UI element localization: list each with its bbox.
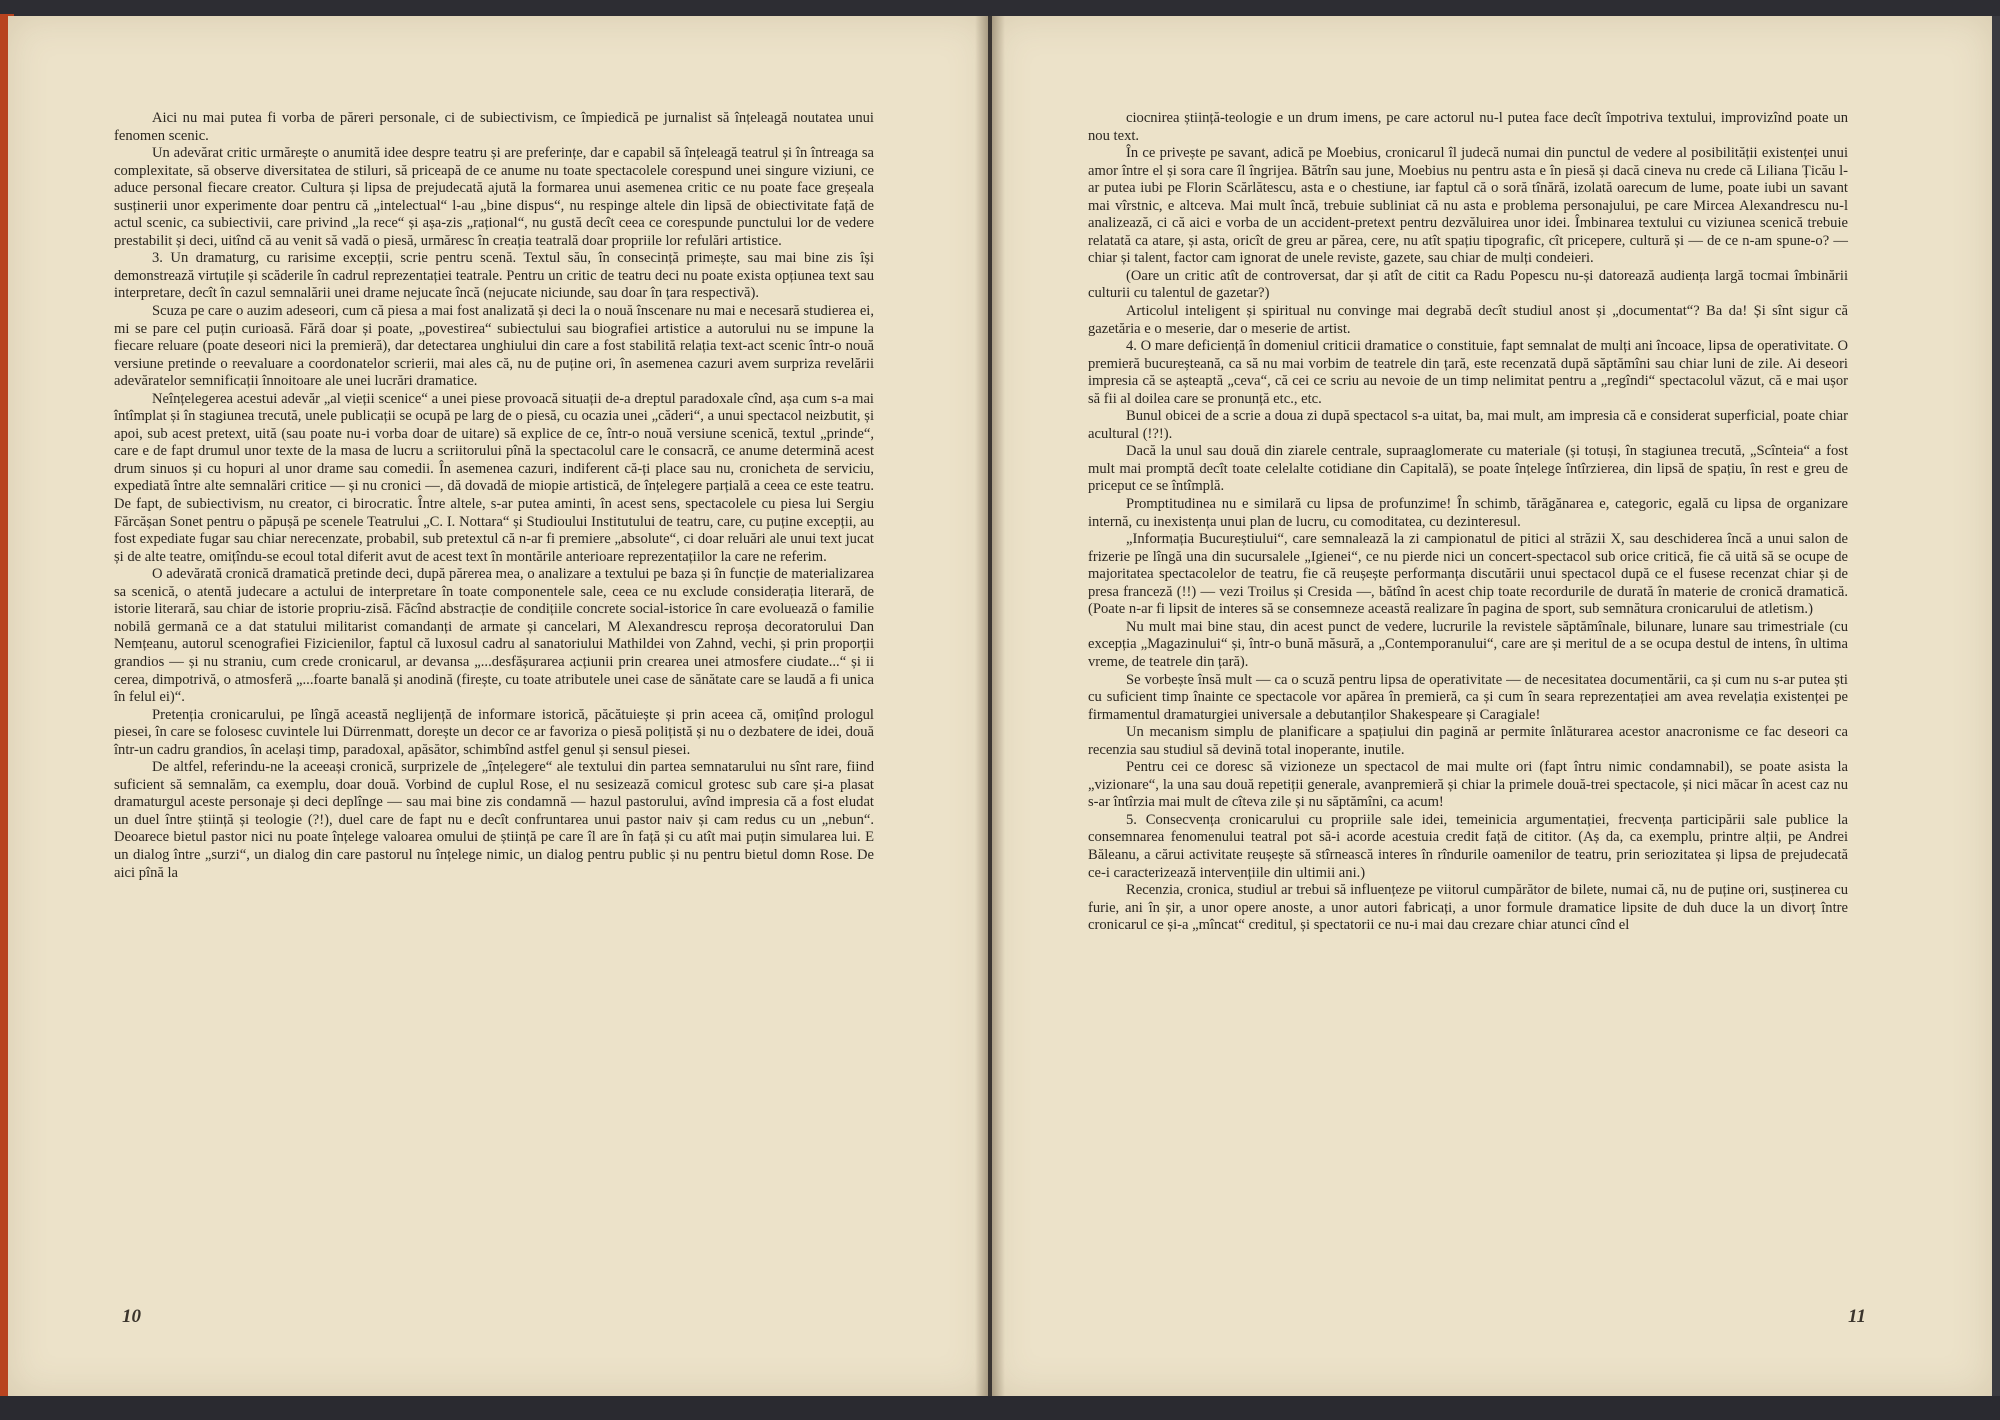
right-page: [992, 16, 1992, 1396]
paragraph: Se vorbește însă mult — ca o scuză pentru lipsa de operativitate — de necesitatea documentării, ca și cum nu s-ar putea ști cu suficient timp înainte ce spectacole vor apărea în premieră, ca și cum în seara reprezentației am avea revelația existenței pe firmamentul dramaturgiei universale a debutanților Shakespeare și Caragiale!: [1088, 671, 1848, 723]
paragraph: Pentru cei ce doresc să vizioneze un spectacol de mai multe ori (fapt întru nimic condamnabil), se poate asista la „vizionare“, la una sau două repetiții generale, avanpremieră și chiar la primele două-trei spectacole, și nici măcar în acest caz nu s-ar întîrzia mai mult de cîteva zile și nu săptămîni, ca acum!: [1088, 759, 1848, 811]
paragraph: „Informația Bucureștiului“, care semnalează la zi campionatul de pitici al străzii X, sau deschiderea încă a unui salon de frizerie pe lîngă una din sucursalele „Igienei“, ce nu pierde nici un concert-spectacol sub orice critică, fie că uită să se ocupe de majoritatea spectacolelor de teatru, fie că reușește performanța discutării unui spectacol după ce el fusese recenzat chiar și de presa franceză (!!) — vezi Troilus și Cresida —, bătînd în acest chip toate recordurile de durată în materie de cronică dramatică. (Poate n-ar fi lipsit de interes să se consemneze această realizare în pagina de sport, sub semnătura cronicarului de atletism.): [1088, 531, 1848, 618]
page-number-right: 11: [1848, 1306, 1866, 1327]
paragraph: Nu mult mai bine stau, din acest punct de vedere, lucrurile la revistele săptămînale, bilunare, lunare sau trimestriale (cu excepția „Magazinului“ și, într-o bună măsură, a „Contemporanului“, care are și meritul de a se ocupa destul de intens, în ultima vreme, de teatrele din țară).: [1088, 618, 1848, 670]
paragraph: Un adevărat critic urmărește o anumită idee despre teatru și are preferințe, dar e capabil să înțeleagă teatrul și în întreaga sa complexitate, să observe diversitatea de stiluri, să priceapă de ce anume nu toate spectacolele corespund unei singure viziuni, ce aduce personal fiecare creator. Cultura și lipsa de prejudecată ajută la formarea unui asemenea critic ce nu poate face greșeala susținerii unor experimente doar pentru că „intelectual“ l-au „bine dispus“, nu respinge altele din lipsă de obiectivitate față de actul scenic, ca subiectivii, care privind „la rece“ și așa-zis „rațional“, nu gustă decît ceea ce corespunde punctului lor de vedere prestabilit și deci, uitînd că au venit să vadă o piesă, urmăresc în creația teatrală doar propriile lor refulări artistice.: [114, 145, 874, 249]
paragraph: Un mecanism simplu de planificare a spațiului din pagină ar permite înlăturarea acestor anacronisme ce fac deseori ca recenzia sau studiul să devină total inoperante, inutile.: [1088, 724, 1848, 758]
paragraph: ciocnirea știință-teologie e un drum imens, pe care actorul nu-l putea face decît împotriva textului, improvizînd poate un nou text.: [1088, 110, 1848, 144]
paragraph: Dacă la unul sau două din ziarele centrale, supraaglomerate cu materiale (și totuși, în stagiunea trecută, „Scînteia“ a fost mult mai promptă decît toate celelalte cotidiane din Capitală), se poate înțelege întîrzierea, din lipsă de spațiu, în rest e greu de priceput ce se întîmplă.: [1088, 443, 1848, 495]
paragraph: De altfel, referindu-ne la aceeași cronică, surprizele de „înțelegere“ ale textului din partea semnatarului nu sînt rare, fiind suficient să semnalăm, ca exemplu, doar două. Vorbind de cuplul Rose, el nu sesizează comicul grotesc sub care și-a plasat dramaturgul aceste personaje și deci deplînge — sau mai bine zis condamnă — hazul pastorului, avînd impresia că a fost eludat un duel între știință și teologie (?!), duel care de fapt nu e decît confruntarea unui pastor naiv și cam redus cu un „nebun“. Deoarece bietul pastor nici nu poate înțelege valoarea omului de știință pe care îl are în față și cu atît mai puțin simularea lui. E un dialog între „surzi“, un dialog din care pastorul nu înțelege nimic, un dialog pentru public și nu pentru bietul domn Rose. De aici pînă la: [114, 759, 874, 881]
paragraph: O adevărată cronică dramatică pretinde deci, după părerea mea, o analizare a textului pe baza și în funcție de materializarea sa scenică, o atentă judecare a actului de interpretare în toate componentele sale, ceea ce nu exclude considerația literară, de istorie literară, sau chiar de istorie propriu-zisă. Făcînd abstracție de condițiile concrete social-istorice în care evoluează o familie nobilă germană ce a dat statului militarist comandanți de armate și cancelari, M Alexandrescu reproșa decoratorului Dan Nemțeanu, autorul scenografiei Fizicienilor, faptul că luxosul cadru al sanatoriului Mathildei von Zahnd, vechi, și prin proporții grandios — și nu straniu, cum crede cronicarul, ar devansa „...desfășurarea acțiunii prin crearea unei atmosfere ciudate...“ și ii cerea, dimpotrivă, o atmosferă „...foarte banală și anodină (firește, cu toate atributele unei case de sănătate care se laudă a fi unica în felul ei)“.: [114, 566, 874, 706]
paragraph: 3. Un dramaturg, cu rarisime excepții, scrie pentru scenă. Textul său, în consecință primește, sau mai bine zis își demonstrează virtuțile și scăderile în cadrul reprezentației teatrale. Pentru un critic de teatru deci nu poate exista opțiunea text sau interpretare, decît în cazul semnalării unei drame nejucate încă (nejucate niciunde, sau doar în țara respectivă).: [114, 250, 874, 302]
paragraph: 4. O mare deficiență în domeniul criticii dramatice o constituie, fapt semnalat de mulți ani încoace, lipsa de operativitate. O premieră bucureșteană, ca să nu mai vorbim de teatrele din țară, este recenzată după săptămîni sau chiar luni de zile. Ai deseori impresia că se așteaptă „ceva“, că cei ce scriu au nevoie de un timp nelimitat pentru a „regîndi“ spectacolul văzut, că e mai ușor să fii al doilea care se pronunță etc., etc.: [1088, 338, 1848, 407]
paragraph: Bunul obicei de a scrie a doua zi după spectacol s-a uitat, ba, mai mult, am impresia că e considerat superficial, poate chiar acultural (!?!).: [1088, 408, 1848, 442]
paragraph: Aici nu mai putea fi vorba de păreri personale, ci de subiectivism, ce împiedică pe jurnalist să înțeleagă noutatea unui fenomen scenic.: [114, 110, 874, 144]
book-gutter: [975, 16, 1005, 1396]
paragraph: Scuza pe care o auzim adeseori, cum că piesa a mai fost analizată și deci la o nouă înscenare nu mai e necesară studierea ei, mi se pare cel puțin curioasă. Fără doar și poate, „povestirea“ subiectului sau biografiei artistice a autorului nu se impune la fiecare reluare (poate deseori nici la premieră), dar detectarea unghiului din care a fost stabilită relația text-act scenic într-o nouă versiune pretinde o reevaluare a coordonatelor scrierii, mai ales că, nu de puține ori, în asemenea cazuri avem surpriza revelării adevăratelor semnificații înnoitoare ale unei lucrări dramatice.: [114, 303, 874, 390]
left-page: [8, 16, 988, 1396]
paragraph: Pretenția cronicarului, pe lîngă această neglijență de informare istorică, păcătuiește și prin aceea că, omițînd prologul piesei, în care se folosesc cuvintele lui Dürrenmatt, dorește un decor ce ar favoriza o piesă polițistă și nu o dezbatere de idei, două într-un cadru grandios, în același timp, paradoxal, apăsător, schimbînd astfel genul și sensul piesei.: [114, 706, 874, 758]
paragraph: În ce privește pe savant, adică pe Moebius, cronicarul îl judecă numai din punctul de vedere al posibilității existenței unui amor între el și sora care îl îngrijea. Bătrîn sau june, Moebius nu pentru asta e în piesă și dacă cineva nu crede că Liliana Țicău l-ar putea iubi pe Florin Scărlătescu, asta e o chestiune, iar faptul că o soră tînără, izolată oarecum de lume, poate iubi un savant mai vîrstnic, e altceva. Mai mult încă, trebuie subliniat că nu asta e problema personajului, pe care Mircea Alexandrescu nu-l analizează, ci că aici e vorba de un accident-pretext pentru dezvăluirea unor idei. Îmbinarea textului cu viziunea scenică trebuie relatată ca atare, și asta, oricît de greu ar părea, cere, nu atît spațiu tipografic, cît pricepere, cultură și — de ce n-am spune-o? — chiar și talent, factor cam ignorat de unele reviste, gazete, sau chiar de mulți condeieri.: [1088, 145, 1848, 267]
paragraph: (Oare un critic atît de controversat, dar și atît de citit ca Radu Popescu nu-și datorează audiența largă tocmai îmbinării culturii cu talentul de gazetar?): [1088, 267, 1848, 302]
paragraph: Recenzia, cronica, studiul ar trebui să influențeze pe viitorul cumpărător de bilete, numai că, nu de puține ori, susținerea cu furie, ani în șir, a unor opere anoste, a unor autori fabricați, a unor formule dramatice lipsite de duh duce la un divorț între cronicarul ce și-a „mîncat“ creditul, și spectatorii ce nu-i mai dau crezare chiar atunci cînd el: [1088, 882, 1848, 934]
paragraph: Promptitudinea nu e similară cu lipsa de profunzime! În schimb, tărăgănarea e, categoric, egală cu lipsa de organizare internă, cu inexistența unui plan de lucru, cu comoditatea, cu dezinteresul.: [1088, 496, 1848, 530]
right-text-column: [1088, 110, 1848, 935]
paragraph: Neînțelegerea acestui adevăr „al vieții scenice“ a unei piese provoacă situații de-a dreptul paradoxale cînd, așa cum s-a mai întîmplat și în stagiunea trecută, unele publicații se ocupă pe larg de o piesă, cu ocazia unei „căderi“, a unui spectacol neizbutit, și apoi, sub acest pretext, uită (sau poate nu-i vorba doar de uitare) să explice de ce, într-o nouă versiune scenică, textul „prinde“, care e de fapt drumul unor texte de la masa de lucru a scriitorului pînă la spectacolul care le consacră, ce anume determină acest drum sinuos și cu hopuri al unor drame sau comedii. În asemenea cazuri, indiferent că-ți place sau nu, cronicheta de serviciu, expediată între alte semnalări critice — și nu cronici —, dă dovadă de miopie artistică, de înțelegere parțială a ceea ce este teatru. De fapt, de subiectivism, nu creator, ci birocratic. Între altele, s-ar putea aminti, în acest sens, spectacolele cu piesa lui Sergiu Fărcășan Sonet pentru o păpușă pe scenele Teatrului „C. I. Nottara“ și Studioului Institutului de teatru, care, cu puține excepții, au fost expediate fugar sau chiar nerecenzate, probabil, sub pretextul că n-ar fi premiere „absolute“, ci doar reluări ale unui text jucat și de alte teatre, omițîndu-se ecoul total diferit avut de acest text în montările anterioare reprezentațiilor la care ne referim.: [114, 390, 874, 565]
background-top: [0, 0, 2000, 16]
left-text-column: [114, 110, 874, 882]
page-number-left: 10: [122, 1306, 141, 1327]
background-bottom: [0, 1396, 2000, 1420]
paragraph: 5. Consecvența cronicarului cu propriile sale idei, temeinicia argumentației, frecvența participării sale publice la consemnarea fenomenului teatral pot să-i acorde acestuia credit față de cititor. (Aș da, ca exemplu, printre alții, pe Andrei Băleanu, a cărui activitate reușește să stîrnească interes în rîndurile oamenilor de teatru, prin seriozitatea și lipsa de prejudecată ce-i caracterizează intervențiile din ultimii ani.): [1088, 811, 1848, 881]
paragraph: Articolul inteligent și spiritual nu convinge mai degrabă decît studiul anost și „documentat“? Ba da! Și sînt sigur că gazetăria e o meserie, dar o meserie de artist.: [1088, 303, 1848, 337]
